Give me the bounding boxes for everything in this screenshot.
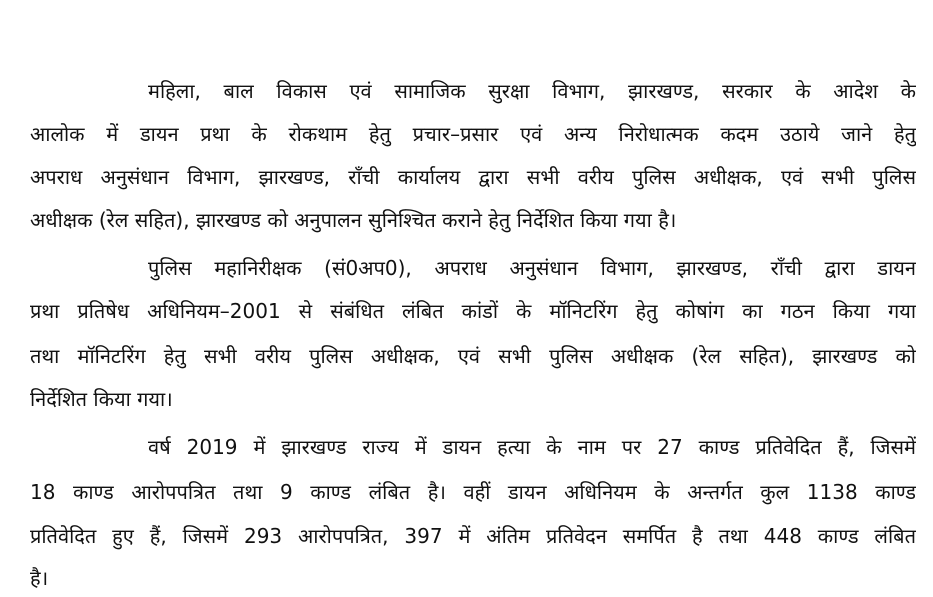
- paragraph-1-line-3: अपराध अनुसंधान विभाग, झारखण्ड, राँची कार्यालय द्वारा सभी वरीय पुलिस अधीक्षक, एवं सभी पुलिस: [30, 165, 916, 189]
- paragraph-1-line-1: महिला, बाल विकास एवं सामाजिक सुरक्षा विभाग, झारखण्ड, सरकार के आदेश के: [148, 79, 916, 103]
- paragraph-1-line-4: अधीक्षक (रेल सहित), झारखण्ड को अनुपालन सुनिश्चित कराने हेतु निर्देशित किया गया है।: [30, 208, 677, 232]
- paragraph-1-line-2: आलोक में डायन प्रथा के रोकथाम हेतु प्रचार–प्रसार एवं अन्य निरोधात्मक कदम उठाये जाने हेतु: [30, 122, 916, 146]
- paragraph-2-line-2: प्रथा प्रतिषेध अधिनियम–2001 से संबंधित लंबित कांडों के मॉनिटरिंग हेतु कोषांग का गठन किया गया: [30, 299, 916, 323]
- paragraph-2-line-4: निर्देशित किया गया।: [30, 387, 173, 411]
- paragraph-2-line-3: तथा मॉनिटरिंग हेतु सभी वरीय पुलिस अधीक्षक, एवं सभी पुलिस अधीक्षक (रेल सहित), झारखण्ड को: [30, 344, 916, 368]
- paragraph-3-line-2: 18 काण्ड आरोपपत्रित तथा 9 काण्ड लंबित है। वहीं डायन अधिनियम के अन्तर्गत कुल 1138 काण्ड: [30, 480, 916, 504]
- paragraph-2-line-1: पुलिस महानिरीक्षक (सं0अप0), अपराध अनुसंधान विभाग, झारखण्ड, राँची द्वारा डायन: [148, 256, 916, 280]
- paragraph-3-line-4: है।: [30, 566, 49, 590]
- paragraph-3-line-3: प्रतिवेदित हुए हैं, जिसमें 293 आरोपपत्रित, 397 में अंतिम प्रतिवेदन समर्पित है तथा 448 काण्ड लंबित: [30, 524, 916, 548]
- paragraph-3-line-1: वर्ष 2019 में झारखण्ड राज्य में डायन हत्या के नाम पर 27 काण्ड प्रतिवेदित हैं, जिसमें: [148, 435, 916, 459]
